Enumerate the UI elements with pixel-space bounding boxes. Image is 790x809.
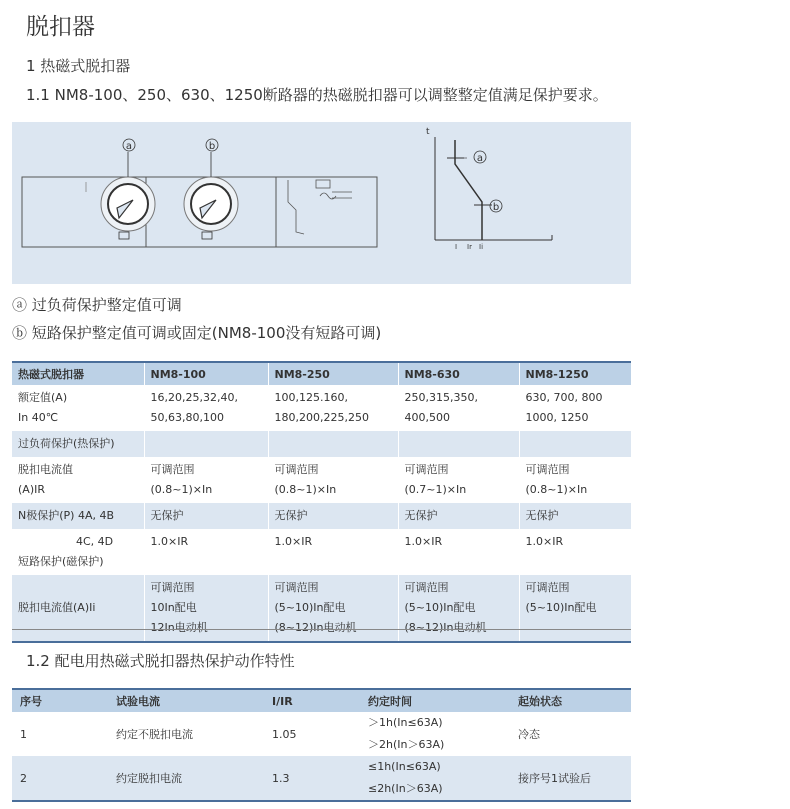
svg-text:b: b bbox=[492, 202, 500, 213]
section-description: 1.1 NM8-100、250、630、1250断路器的热磁脱扣器可以调整整定值满足保护要求。 bbox=[26, 86, 608, 104]
table-cell: 可调范围 (0.8~1)×In bbox=[519, 457, 631, 503]
table-cell: 无保护 bbox=[398, 503, 519, 529]
table-cell: ≤1h(In≤63A) ≤2h(In＞63A) bbox=[360, 756, 510, 801]
table-cell: 1 bbox=[20, 727, 27, 741]
table-cell: 可调范围 (5~10)In配电 (8~12)In电动机 bbox=[268, 575, 398, 642]
page-title: 脱扣器 bbox=[26, 14, 95, 40]
overload-heading-row bbox=[12, 431, 631, 457]
n-pole-row bbox=[12, 503, 631, 529]
svg-text:Ir: Ir bbox=[467, 243, 472, 251]
trip-header-row bbox=[12, 689, 631, 712]
row-label: N极保护(P) 4A, 4B bbox=[12, 503, 144, 529]
table-cell: 可调范围 (5~10)In配电 (8~12)In电动机 bbox=[398, 575, 519, 642]
table-cell: 1.3 bbox=[264, 756, 360, 801]
table-cell: 1.0×IR bbox=[398, 529, 519, 575]
table-cell: 可调范围 (0.7~1)×In bbox=[398, 457, 519, 503]
table-row bbox=[12, 712, 631, 756]
table-cell: 无保护 bbox=[144, 503, 268, 529]
table-cell: 16,20,25,32,40, 50,63,80,100 bbox=[144, 385, 268, 431]
table-cell: 1.05 bbox=[272, 727, 297, 741]
header-cell: 约定时间 bbox=[360, 689, 510, 712]
header-cell: NM8-250 bbox=[268, 362, 398, 385]
table-cell: 1.0×IR bbox=[519, 529, 631, 575]
table-row bbox=[12, 756, 631, 801]
n-pole-row-2 bbox=[12, 529, 631, 575]
table-cell: 可调范围 (0.8~1)×In bbox=[144, 457, 268, 503]
table-cell: 250,315,350, 400,500 bbox=[398, 385, 519, 431]
trip-curve bbox=[426, 127, 552, 251]
note-overload: ⓐ 过负荷保护整定值可调 bbox=[12, 296, 182, 314]
table-cell: 可调范围 10In配电 12In电动机 bbox=[144, 575, 268, 642]
spec-header-row bbox=[12, 362, 631, 385]
trip-unit-drawing bbox=[12, 122, 631, 284]
overload-dial bbox=[101, 152, 155, 239]
table-cell: 无保护 bbox=[268, 503, 398, 529]
table-cell: ＞1h(In≤63A) ＞2h(In＞63A) bbox=[368, 716, 445, 751]
header-cell: NM8-1250 bbox=[519, 362, 631, 385]
header-cell: 起始状态 bbox=[510, 689, 631, 712]
header-cell: 热磁式脱扣器 bbox=[12, 362, 144, 385]
trip-current-row bbox=[12, 457, 631, 503]
trip-unit-diagram bbox=[12, 122, 631, 284]
note-short-circuit: ⓑ 短路保护整定值可调或固定(NM8-100没有短路可调) bbox=[12, 324, 382, 342]
table-cell: 2 bbox=[12, 756, 108, 801]
svg-text:t: t bbox=[426, 127, 430, 137]
table-cell: 可调范围 (5~10)In配电 bbox=[519, 575, 631, 642]
table-cell: 可调范围 (0.8~1)×In bbox=[268, 457, 398, 503]
divider bbox=[12, 629, 631, 630]
row-label: 脱扣电流值(A)Ii bbox=[12, 575, 144, 642]
row-label: 脱扣电流值 (A)IR bbox=[18, 463, 73, 496]
svg-text:a: a bbox=[476, 153, 484, 164]
header-cell: I/IR bbox=[264, 689, 360, 712]
header-cell: 试验电流 bbox=[108, 689, 264, 712]
row-label: 额定值(A) In 40℃ bbox=[18, 391, 68, 424]
header-cell: NM8-630 bbox=[398, 362, 519, 385]
marker-b: b bbox=[208, 141, 216, 152]
svg-text:I: I bbox=[455, 243, 458, 251]
header-cell: NM8-100 bbox=[144, 362, 268, 385]
table-cell: 1.0×IR bbox=[144, 529, 268, 575]
table-cell: 约定脱扣电流 bbox=[108, 756, 264, 801]
section-title: 1 热磁式脱扣器 bbox=[26, 57, 131, 75]
table-cell: 接序号1试验后 bbox=[510, 756, 631, 801]
table-cell: 630, 700, 800 1000, 1250 bbox=[519, 385, 631, 431]
table-cell: 约定不脱扣电流 bbox=[116, 728, 193, 741]
section2-title: 1.2 配电用热磁式脱扣器热保护动作特性 bbox=[26, 652, 295, 670]
spec-table bbox=[12, 361, 631, 643]
svg-text:Ii: Ii bbox=[479, 243, 484, 251]
rated-row bbox=[12, 385, 631, 431]
table-cell: 无保护 bbox=[519, 503, 631, 529]
table-cell: 100,125.160, 180,200,225,250 bbox=[268, 385, 398, 431]
table-cell: 1.0×IR bbox=[268, 529, 398, 575]
table-cell: 冷态 bbox=[518, 728, 540, 741]
short-trip-row bbox=[12, 575, 631, 642]
row-label: 4C, 4D 短路保护(磁保护) bbox=[18, 535, 114, 568]
trip-characteristics-table bbox=[12, 688, 631, 802]
header-cell: 序号 bbox=[12, 689, 108, 712]
marker-a: a bbox=[125, 141, 133, 152]
row-label: 过负荷保护(热保护) bbox=[12, 431, 144, 457]
short-circuit-dial bbox=[184, 152, 238, 239]
